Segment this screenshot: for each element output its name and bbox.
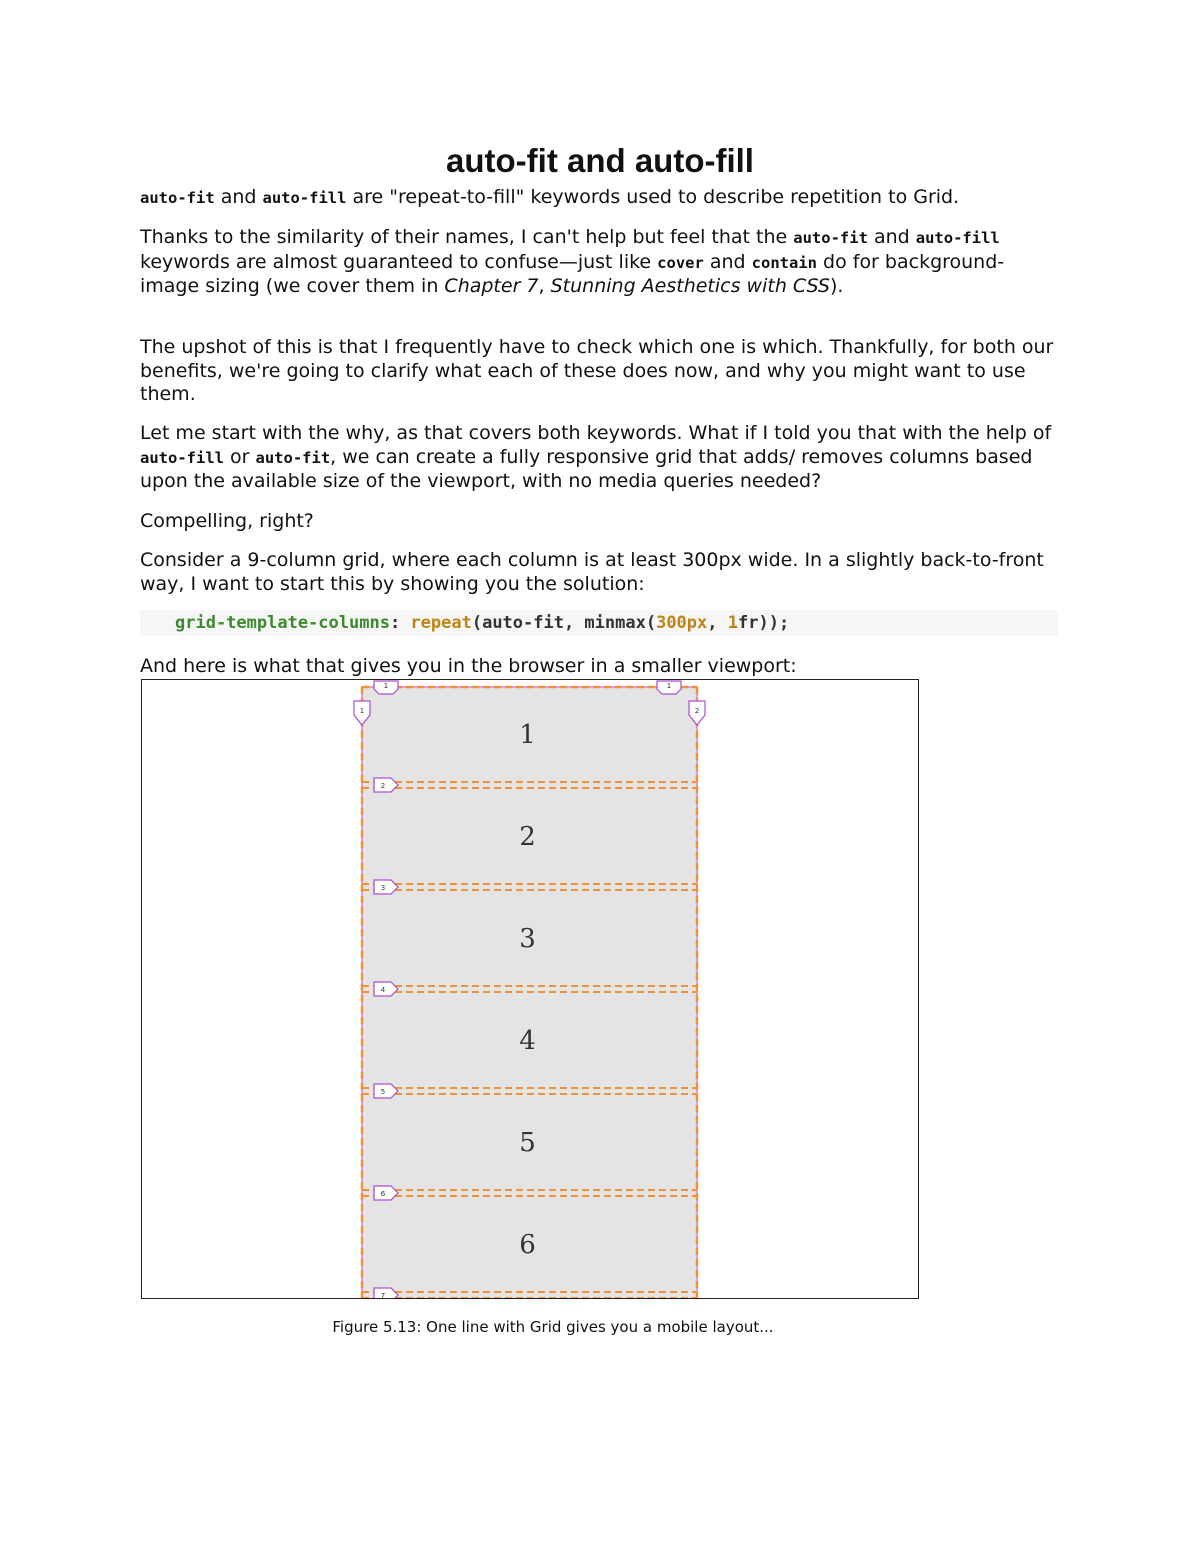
text-run: and: [703, 250, 752, 273]
text-run: do for background-image sizing (we cover them in: [140, 250, 1005, 297]
inline-code: contain: [751, 253, 817, 272]
grid-cell-number: 6: [519, 1230, 536, 1260]
text-run: Thanks to the similarity of their names, I can't help but feel that the: [140, 226, 794, 248]
grid-row-badge-label: 7: [380, 1292, 386, 1298]
paragraph-upshot: The upshot of this is that I frequently have to check which one is which. Thankfully, for both our benefits, we're going to clarify what each of these does now, and why you might want to use them.: [140, 336, 1054, 405]
paragraph-compelling: Compelling, right?: [140, 510, 314, 532]
grid-side-badge-label: 2: [694, 707, 700, 715]
text-run: keywords are almost guaranteed to confuse—just like: [140, 250, 658, 273]
code-block: [140, 610, 1058, 636]
chapter-title-reference: Stunning Aesthetics with CSS: [550, 275, 830, 297]
grid-row-badge-label: 2: [380, 782, 386, 790]
inline-code: auto-fit: [793, 229, 868, 247]
grid-row-badge-label: 3: [380, 884, 386, 892]
paragraph-similarity: [140, 226, 1060, 299]
figure-caption: Figure 5.13: One line with Grid gives you a mobile layout...: [332, 1318, 774, 1336]
grid-row-badge-label: 5: [380, 1088, 386, 1096]
code-punctuation: :: [389, 613, 411, 633]
code-number: 1: [727, 613, 738, 633]
text-run: ).: [829, 275, 844, 297]
inline-code: cover: [657, 253, 704, 272]
grid-row-badge-label: 4: [380, 986, 386, 994]
code-property: grid-template-columns: [175, 613, 390, 633]
inline-code: auto-fill: [915, 229, 1000, 247]
code-function: repeat: [410, 613, 472, 633]
paragraph-consider: Consider a 9-column grid, where each column is at least 300px wide. In a slightly back-to-front way, I want to start this by showing you the solution:: [140, 549, 1044, 595]
text-run: and: [867, 226, 916, 248]
inline-code: auto-fill: [262, 189, 347, 207]
paragraph-why: [140, 422, 1060, 494]
grid-column-badge-label: 1: [666, 682, 672, 690]
grid-column-badge-label: 1: [383, 682, 389, 690]
grid-cell-number: 4: [519, 1026, 536, 1056]
grid-cell-number: 3: [519, 924, 536, 954]
paragraph-figure-intro: And here is what that gives you in the browser in a smaller viewport:: [140, 655, 797, 677]
code-number: 300px: [656, 613, 708, 633]
paragraph-intro: [140, 186, 1060, 211]
text-run: are "repeat-to-fill" keywords used to describe repetition to Grid.: [346, 186, 960, 208]
grid-side-badge-label: 1: [359, 707, 365, 715]
text-run: ,: [538, 275, 551, 297]
grid-cell-number: 1: [519, 720, 536, 750]
chapter-reference: Chapter 7: [444, 275, 539, 297]
code-arguments: (auto-fit, minmax(: [471, 613, 657, 633]
grid-cell-number: 2: [519, 822, 536, 852]
grid-cell-number: 5: [519, 1128, 536, 1158]
code-punctuation: ,: [707, 613, 728, 633]
text-run: or: [224, 445, 256, 468]
inline-code: auto-fill: [140, 448, 224, 467]
code-line: [140, 610, 1058, 636]
grid-row-badge-label: 6: [380, 1190, 386, 1198]
figure-browser-screenshot: [141, 679, 919, 1299]
page-title: auto-fit and auto-fill: [446, 142, 754, 179]
grid-inspector-illustration: [142, 680, 918, 1298]
text-run: and: [214, 186, 263, 208]
text-run: Let me start with the why, as that covers both keywords. What if I told you that with the help of: [140, 422, 1052, 444]
inline-code: auto-fit: [255, 448, 331, 467]
inline-code: auto-fit: [140, 189, 215, 207]
text-run: , we can create a fully responsive grid that adds/ removes columns based upon the available size of the viewport, with no media queries needed?: [140, 445, 1033, 492]
code-arguments: fr));: [738, 613, 790, 633]
